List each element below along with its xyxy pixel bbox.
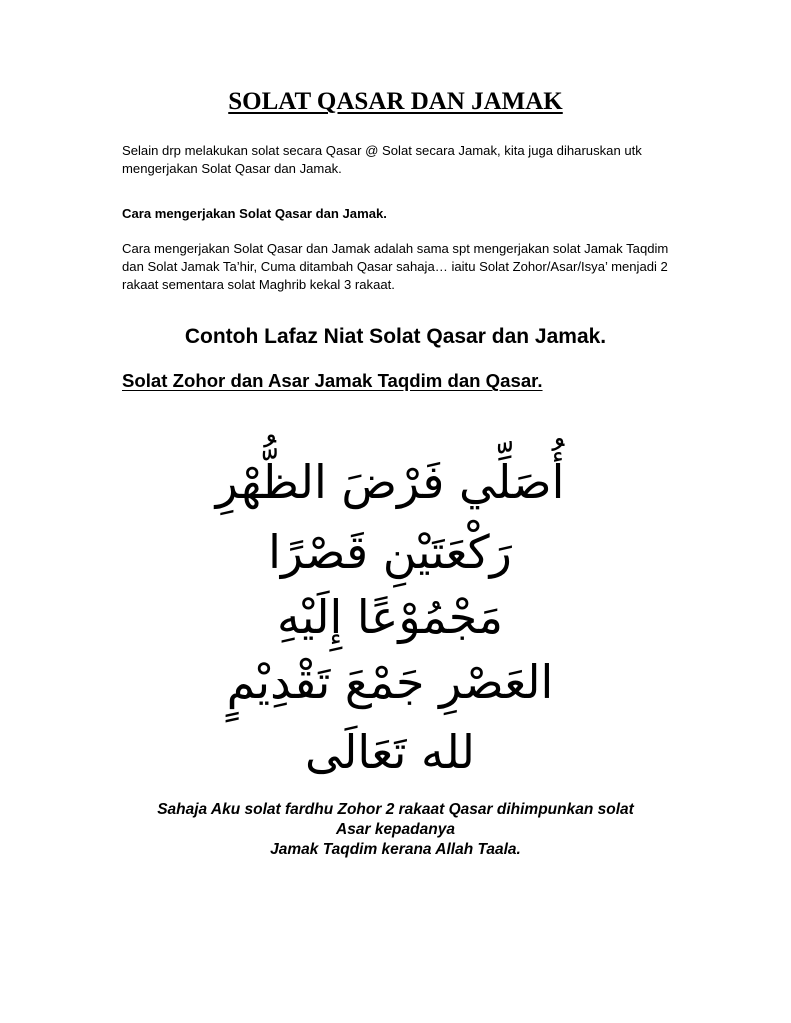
translation-line: Asar kepadanya: [336, 821, 455, 838]
section-label: Cara mengerjakan Solat Qasar dan Jamak.: [122, 206, 387, 221]
arabic-line: أُصَلِّي فَرْضَ الظُّهْرِ: [215, 455, 565, 509]
document-title: SOLAT QASAR DAN JAMAK: [228, 88, 563, 115]
intro-paragraph: Selain drp melakukan solat secara Qasar @ Solat secara Jamak, kita juga diharuskan utk mengerjakan Solat Qasar dan Jamak.: [122, 143, 642, 176]
arabic-line: العَصْرِ جَمْعَ تَقْدِيْمٍ: [226, 655, 554, 709]
translation-line: Jamak Taqdim kerana Allah Taala.: [270, 841, 521, 858]
section-body: Cara mengerjakan Solat Qasar dan Jamak adalah sama spt mengerjakan solat Jamak Taqdim dan Solat Jamak Ta’hir, Cuma ditambah Qasar sahaja… iaitu Solat Zohor/Asar/Isya’ menjadi 2 rakaat sementara solat Maghrib kekal 3 rakaat.: [122, 241, 669, 292]
translation-block: [0, 800, 791, 860]
example-heading: Contoh Lafaz Niat Solat Qasar dan Jamak.: [184, 325, 607, 348]
arabic-line: لله تَعَالَى: [305, 725, 475, 779]
arabic-line: مَجْمُوْعًا إِلَيْهِ: [276, 590, 504, 644]
translation-line: Sahaja Aku solat fardhu Zohor 2 rakaat Qasar dihimpunkan solat: [157, 801, 634, 818]
example-subheading: Solat Zohor dan Asar Jamak Taqdim dan Qasar.: [122, 370, 543, 391]
arabic-line: رَكْعَتَيْنِ قَصْرًا: [268, 525, 512, 579]
